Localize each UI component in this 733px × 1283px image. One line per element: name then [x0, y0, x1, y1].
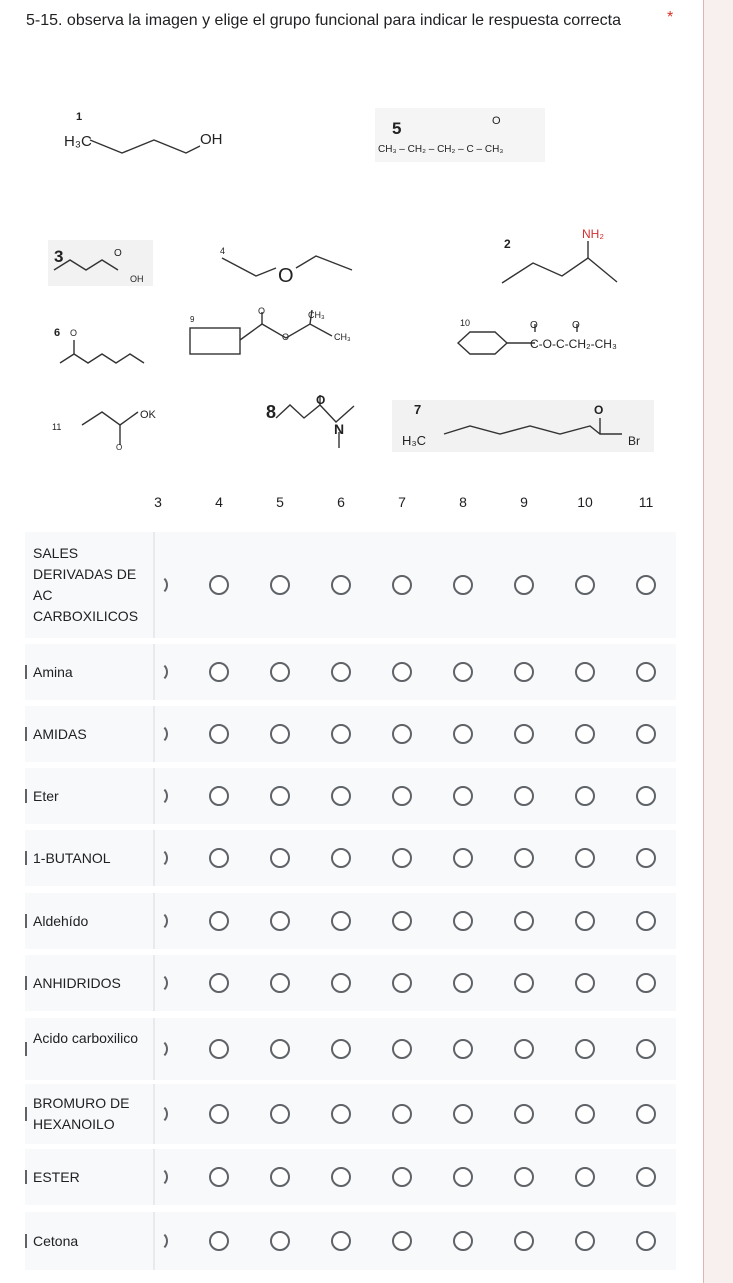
radio-option[interactable]	[270, 786, 290, 806]
structure-number-6: 6	[54, 327, 61, 339]
structure-1-h3c: H₃C	[64, 133, 92, 150]
row-scroll-marker	[25, 789, 27, 803]
radio-option[interactable]	[514, 1167, 534, 1187]
radio-option[interactable]	[392, 848, 412, 868]
grid-row-label: Acido carboxilico	[33, 1030, 139, 1046]
grid-row	[25, 644, 676, 700]
structure-1-oh: OH	[200, 131, 223, 148]
structure-number-3: 3	[54, 247, 64, 266]
grid-row-label: AMIDAS	[33, 725, 87, 742]
radio-option[interactable]	[453, 575, 473, 595]
radio-option[interactable]	[270, 1039, 290, 1059]
grid-row-label: SALES DERIVADAS DE AC CARBOXILICOS	[33, 545, 139, 624]
radio-option[interactable]	[636, 1231, 656, 1251]
structure-number-7: 7	[414, 402, 422, 417]
radio-option[interactable]	[575, 911, 595, 931]
radio-option[interactable]	[636, 724, 656, 744]
structure-4-chain	[222, 258, 276, 276]
grid-column-header: 4	[215, 494, 223, 510]
radio-option[interactable]	[270, 848, 290, 868]
radio-option[interactable]	[453, 973, 473, 993]
radio-option[interactable]	[331, 1104, 351, 1124]
grid-column-header: 9	[520, 494, 528, 510]
structure-number-11: 11	[52, 422, 62, 432]
radio-option[interactable]	[209, 575, 229, 595]
radio-option[interactable]	[331, 575, 351, 595]
radio-option[interactable]	[453, 724, 473, 744]
radio-option[interactable]	[209, 662, 229, 682]
row-scroll-marker	[25, 1042, 27, 1056]
radio-option[interactable]	[270, 911, 290, 931]
radio-option[interactable]	[636, 575, 656, 595]
radio-option[interactable]	[209, 911, 229, 931]
radio-option[interactable]	[209, 1039, 229, 1059]
row-scroll-marker	[25, 851, 27, 865]
radio-option[interactable]	[392, 973, 412, 993]
radio-option[interactable]	[392, 1231, 412, 1251]
radio-option[interactable]	[331, 1039, 351, 1059]
structure-11-chain	[82, 412, 138, 425]
radio-option[interactable]	[209, 1231, 229, 1251]
structure-number-1: 1	[76, 111, 83, 123]
radio-option[interactable]	[270, 1231, 290, 1251]
structure-9-o: O	[258, 306, 266, 316]
radio-option[interactable]	[514, 786, 534, 806]
grid-row	[25, 1149, 676, 1205]
radio-option[interactable]	[270, 575, 290, 595]
radio-option[interactable]	[209, 848, 229, 868]
radio-option[interactable]	[514, 848, 534, 868]
radio-option[interactable]	[392, 662, 412, 682]
grid-row-label: 1-BUTANOL	[33, 849, 111, 866]
radio-option[interactable]	[453, 1039, 473, 1059]
structure-9-ch3a: CH₃	[308, 310, 325, 320]
grid-row	[25, 706, 676, 762]
radio-option[interactable]	[636, 973, 656, 993]
radio-option[interactable]	[331, 848, 351, 868]
radio-option[interactable]	[270, 1167, 290, 1187]
radio-option[interactable]	[270, 724, 290, 744]
structure-number-10: 10	[460, 318, 471, 328]
question-title: 5-15. observa la imagen y elige el grupo funcional para indicar le respuesta correcta	[26, 12, 622, 29]
radio-option[interactable]	[575, 724, 595, 744]
radio-option[interactable]	[148, 1039, 168, 1059]
structure-5-formula: CH₃ – CH₂ – CH₂ – C – CH₃	[378, 144, 504, 155]
structure-8-chain	[276, 405, 354, 422]
radio-option[interactable]	[453, 911, 473, 931]
structure-8-n: N	[334, 421, 345, 437]
row-scroll-marker	[25, 1234, 27, 1248]
structure-7-h3c: H₃C	[402, 433, 427, 448]
radio-option[interactable]	[575, 973, 595, 993]
radio-option[interactable]	[575, 1104, 595, 1124]
radio-option[interactable]	[636, 1167, 656, 1187]
grid-column-header: 10	[577, 494, 593, 510]
structure-10-o2: O	[572, 320, 580, 331]
radio-option[interactable]	[331, 911, 351, 931]
radio-option[interactable]	[575, 1231, 595, 1251]
structure-4-o: O	[278, 265, 294, 287]
radio-option[interactable]	[392, 1104, 412, 1124]
radio-option[interactable]	[453, 1231, 473, 1251]
structure-7-box	[392, 400, 654, 452]
radio-option[interactable]	[270, 973, 290, 993]
right-rail	[703, 0, 733, 1283]
structures-figure	[40, 100, 680, 465]
radio-option[interactable]	[148, 973, 168, 993]
grid-row-label: ANHIDRIDOS	[33, 974, 121, 991]
grid-row	[25, 1018, 676, 1080]
structure-number-2: 2	[504, 237, 511, 251]
grid-row-label: BROMURO DE HEXANOILO	[33, 1095, 130, 1132]
grid-row-label: ESTER	[33, 1168, 80, 1185]
grid-row	[25, 830, 676, 886]
structure-4-chain-b	[296, 256, 352, 270]
required-mark: *	[667, 9, 674, 26]
structure-2-nh2: NH₂	[582, 227, 604, 241]
radio-option[interactable]	[392, 1039, 412, 1059]
radio-option[interactable]	[575, 575, 595, 595]
grid-column-header: 8	[459, 494, 467, 510]
grid-row-label: Eter	[33, 787, 59, 804]
radio-option[interactable]	[331, 724, 351, 744]
radio-option[interactable]	[270, 662, 290, 682]
grid-column-header: 7	[398, 494, 406, 510]
radio-option[interactable]	[453, 662, 473, 682]
radio-option[interactable]	[392, 911, 412, 931]
structure-6-o: O	[70, 328, 78, 338]
radio-option[interactable]	[331, 973, 351, 993]
structure-7-br: Br	[628, 434, 640, 448]
structure-10-chain: C-O-C-CH₂-CH₃	[530, 337, 617, 351]
radio-option[interactable]	[148, 848, 168, 868]
radio-option[interactable]	[209, 1167, 229, 1187]
radio-option[interactable]	[514, 575, 534, 595]
row-scroll-marker	[25, 727, 27, 741]
radio-option[interactable]	[575, 1167, 595, 1187]
radio-option[interactable]	[392, 724, 412, 744]
structure-6-chain	[60, 354, 144, 363]
radio-option[interactable]	[331, 662, 351, 682]
radio-option[interactable]	[209, 1104, 229, 1124]
radio-option[interactable]	[331, 1167, 351, 1187]
structure-number-9: 9	[190, 315, 195, 324]
structure-number-4: 4	[220, 246, 226, 256]
radio-option[interactable]	[148, 1231, 168, 1251]
radio-option[interactable]	[392, 575, 412, 595]
grid-column-header: 5	[276, 494, 284, 510]
row-scroll-marker	[25, 665, 27, 679]
radio-option[interactable]	[575, 662, 595, 682]
row-scroll-marker	[25, 976, 27, 990]
grid-row	[25, 1084, 676, 1144]
grid-row	[25, 532, 676, 638]
structure-3-oh: OH	[130, 274, 144, 284]
row-scroll-marker	[25, 1170, 27, 1184]
radio-option[interactable]	[636, 848, 656, 868]
grid-row	[25, 955, 676, 1011]
radio-option[interactable]	[636, 786, 656, 806]
grid-row-label: Aldehído	[33, 912, 89, 929]
radio-option[interactable]	[514, 1231, 534, 1251]
radio-option[interactable]	[392, 1167, 412, 1187]
row-scroll-marker	[25, 914, 27, 928]
grid-column-header: 3	[154, 494, 162, 510]
radio-option[interactable]	[270, 1104, 290, 1124]
structure-2-chain	[502, 258, 617, 283]
row-scroll-marker	[25, 1107, 27, 1121]
radio-option[interactable]	[148, 724, 168, 744]
radio-option[interactable]	[209, 724, 229, 744]
structure-5-o: O	[492, 115, 501, 127]
radio-option[interactable]	[148, 662, 168, 682]
structure-11-o: O	[116, 443, 123, 452]
radio-option[interactable]	[514, 973, 534, 993]
grid-row	[25, 1212, 676, 1270]
radio-option[interactable]	[148, 786, 168, 806]
structure-number-5: 5	[392, 119, 402, 138]
radio-option[interactable]	[636, 1104, 656, 1124]
radio-option[interactable]	[575, 786, 595, 806]
radio-option[interactable]	[453, 848, 473, 868]
radio-option[interactable]	[209, 786, 229, 806]
grid-column-header: 11	[638, 494, 654, 510]
radio-option[interactable]	[453, 1104, 473, 1124]
grid-column-header: 6	[337, 494, 345, 510]
structure-9-o2: O	[282, 332, 290, 342]
structure-10-o1: O	[530, 320, 538, 331]
radio-option[interactable]	[514, 662, 534, 682]
grid-row	[25, 768, 676, 824]
radio-option[interactable]	[514, 911, 534, 931]
grid-row-label: Cetona	[33, 1232, 79, 1249]
structure-9-ch3b: CH₃	[334, 332, 351, 342]
radio-option[interactable]	[636, 911, 656, 931]
structure-9-ring	[190, 328, 240, 354]
structure-10-ring	[458, 332, 507, 354]
radio-option[interactable]	[209, 973, 229, 993]
radio-option[interactable]	[636, 662, 656, 682]
radio-option[interactable]	[148, 575, 168, 595]
radio-option[interactable]	[514, 1039, 534, 1059]
radio-option[interactable]	[514, 1104, 534, 1124]
radio-option[interactable]	[148, 1167, 168, 1187]
radio-option[interactable]	[575, 1039, 595, 1059]
radio-option[interactable]	[514, 724, 534, 744]
structure-8-o: O	[316, 393, 326, 407]
structure-1-chain	[90, 140, 200, 153]
grid-row-label: Amina	[33, 663, 73, 680]
radio-option[interactable]	[575, 848, 595, 868]
radio-option[interactable]	[636, 1039, 656, 1059]
radio-option[interactable]	[392, 786, 412, 806]
radio-option[interactable]	[453, 786, 473, 806]
radio-option[interactable]	[331, 1231, 351, 1251]
radio-option[interactable]	[453, 1167, 473, 1187]
grid-row	[25, 893, 676, 949]
radio-option[interactable]	[148, 911, 168, 931]
radio-option[interactable]	[148, 1104, 168, 1124]
structure-3-o: O	[114, 248, 122, 259]
structure-number-8: 8	[266, 402, 277, 422]
structure-7-o: O	[594, 403, 604, 417]
structure-11-ok: OK	[140, 409, 156, 421]
radio-option[interactable]	[331, 786, 351, 806]
